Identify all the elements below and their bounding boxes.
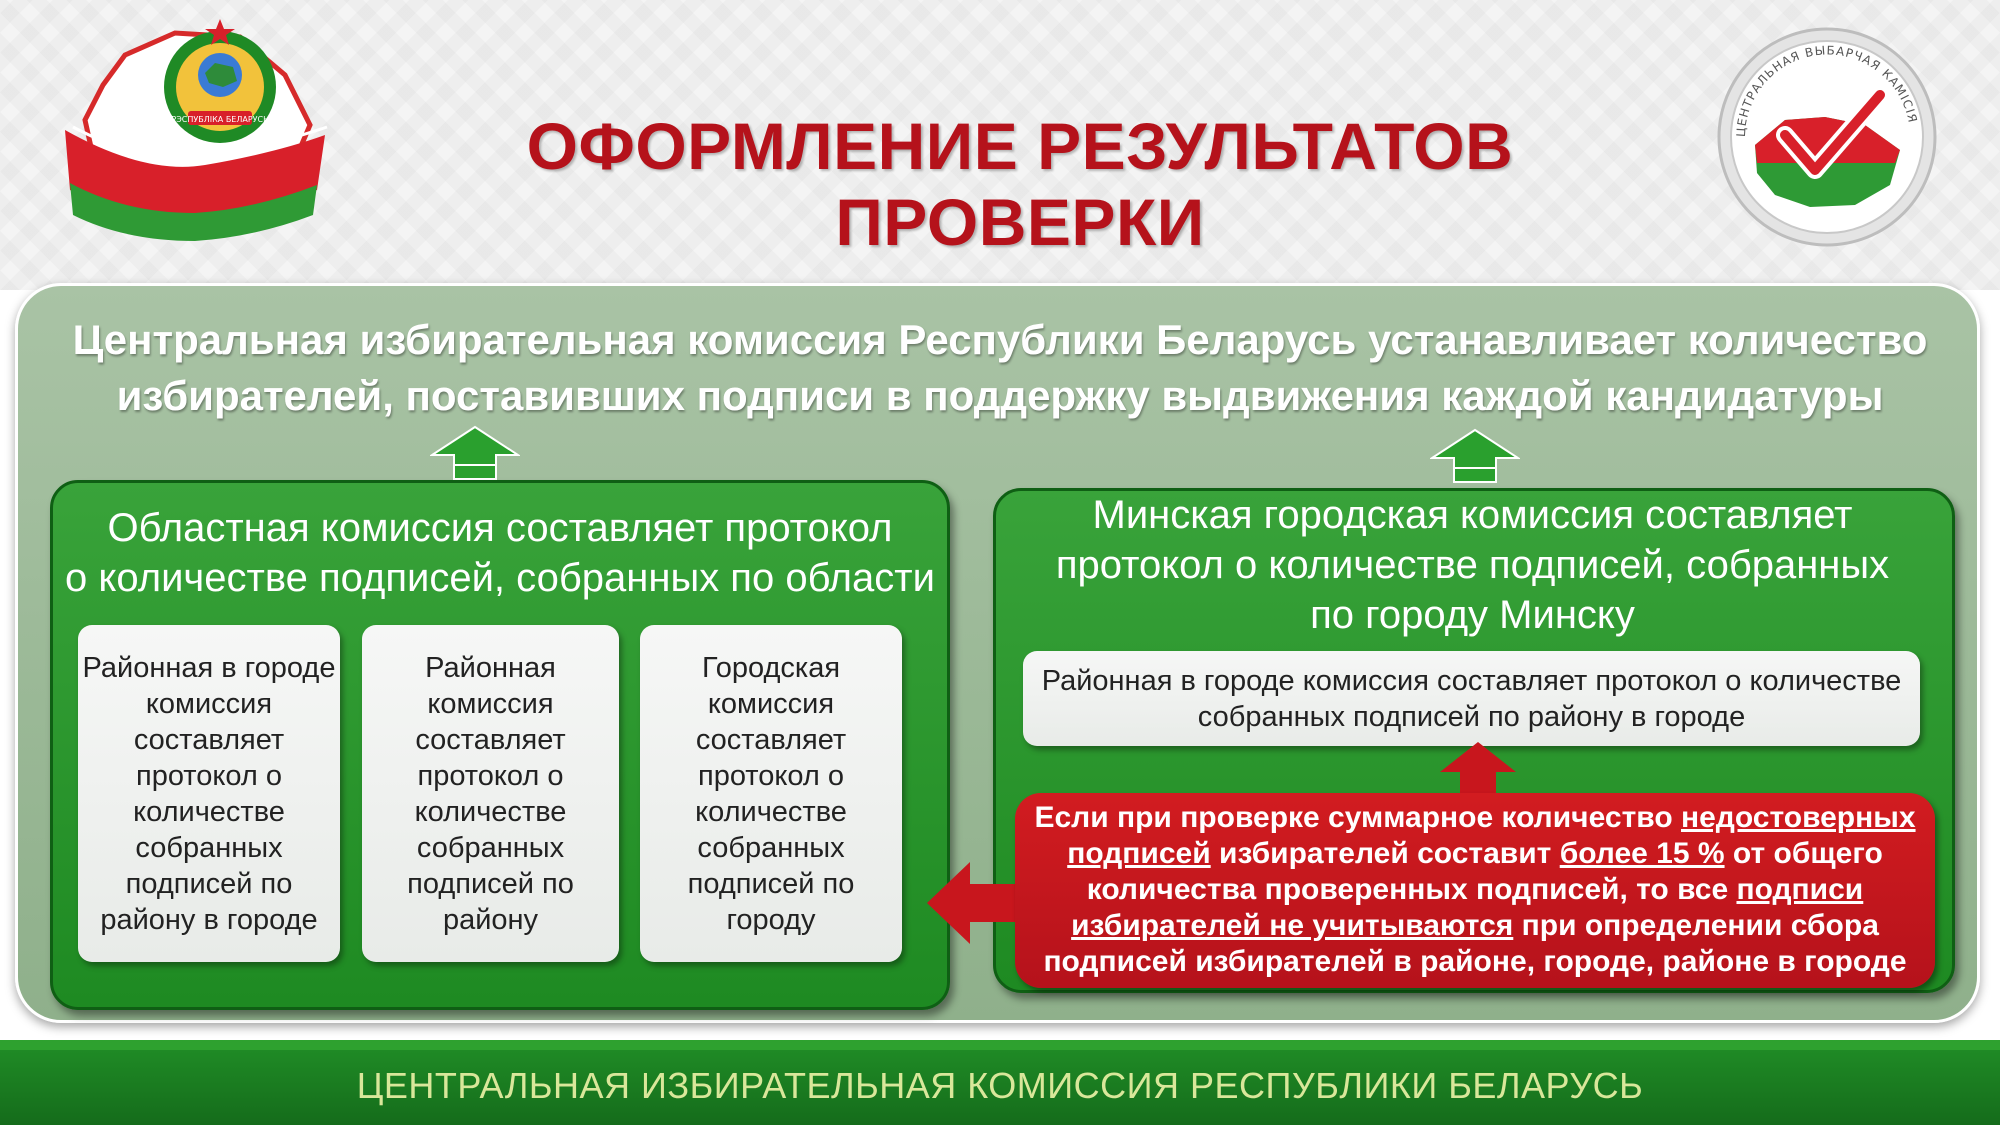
footer-stripe [0,1040,2000,1050]
cec-logo-icon [1715,25,1940,250]
cec-statement-line-1: Центральная избирательная комиссия Республики Беларусь устанавливает количество [72,316,1928,363]
minsk-commission-heading [1000,490,1945,640]
arrow-up-left-icon [430,425,520,481]
card-city-text: Городская комиссия составляет протокол о количестве собранных подписей по городу [687,651,855,936]
cec-statement [40,312,1960,424]
minsk-heading-line-2: протокол о количестве подписей, собранных [1055,543,1890,587]
card-minsk-district-line-2: собранных подписей по району в городе [1197,700,1746,733]
card-district [362,625,619,962]
warning-box [1015,793,1935,988]
card-district-in-city [78,625,340,962]
footer: ЦЕНТРАЛЬНАЯ ИЗБИРАТЕЛЬНАЯ КОМИССИЯ РЕСПУБЛИКИ БЕЛАРУСЬ [0,1050,2000,1125]
state-emblem-icon [55,15,345,255]
warning-underline-not-counted: подписи избирателей не учитываются [1071,873,1864,942]
warning-underline-threshold: более 15 % [1559,837,1725,870]
regional-commission-heading [55,503,945,603]
regional-heading-line-1: Областная комиссия составляет протокол [107,506,893,550]
card-minsk-district-line-1: Районная в городе комиссия составляет протокол о количестве [1041,664,1902,697]
warning-text-3: от общего количества проверенных подписей, то все [1086,837,1883,906]
warning-text-4: при определении сбора подписей избирателей в районе, городе, районе в городе [1043,909,1907,978]
red-arrow-left-icon [925,860,1020,946]
warning-underline-unreliable: недостоверных подписей [1067,801,1916,870]
warning-text-1: Если при проверке суммарное количество [1034,801,1681,834]
red-arrow-up-icon [1438,740,1518,796]
cec-logo-ring-text: ЦЕНТРАЛЬНАЯ ВЫБАРЧАЯ КАМІСІЯ [1733,43,1920,138]
card-district-text: Районная комиссия составляет протокол о количестве собранных подписей по району [407,651,574,936]
card-city [640,625,902,962]
arrow-up-right-icon [1430,428,1520,484]
card-minsk-district [1023,651,1920,746]
card-district-in-city-text: Районная в городе комиссия составляет протокол о количестве собранных подписей по району в городе [82,651,336,936]
minsk-heading-line-3: по городу Минску [1310,593,1635,637]
warning-text-2: избирателей составит [1210,837,1560,870]
emblem-label: РЭСПУБЛІКА БЕЛАРУСЬ [171,115,269,124]
page-title: ОФОРМЛЕНИЕ РЕЗУЛЬТАТОВ ПРОВЕРКИ [526,109,1514,259]
cec-statement-line-2: избирателей, поставивших подписи в поддержку выдвижения каждой кандидатуры [116,372,1884,419]
minsk-heading-line-1: Минская городская комиссия составляет [1092,493,1853,537]
regional-heading-line-2: о количестве подписей, собранных по области [65,556,935,600]
